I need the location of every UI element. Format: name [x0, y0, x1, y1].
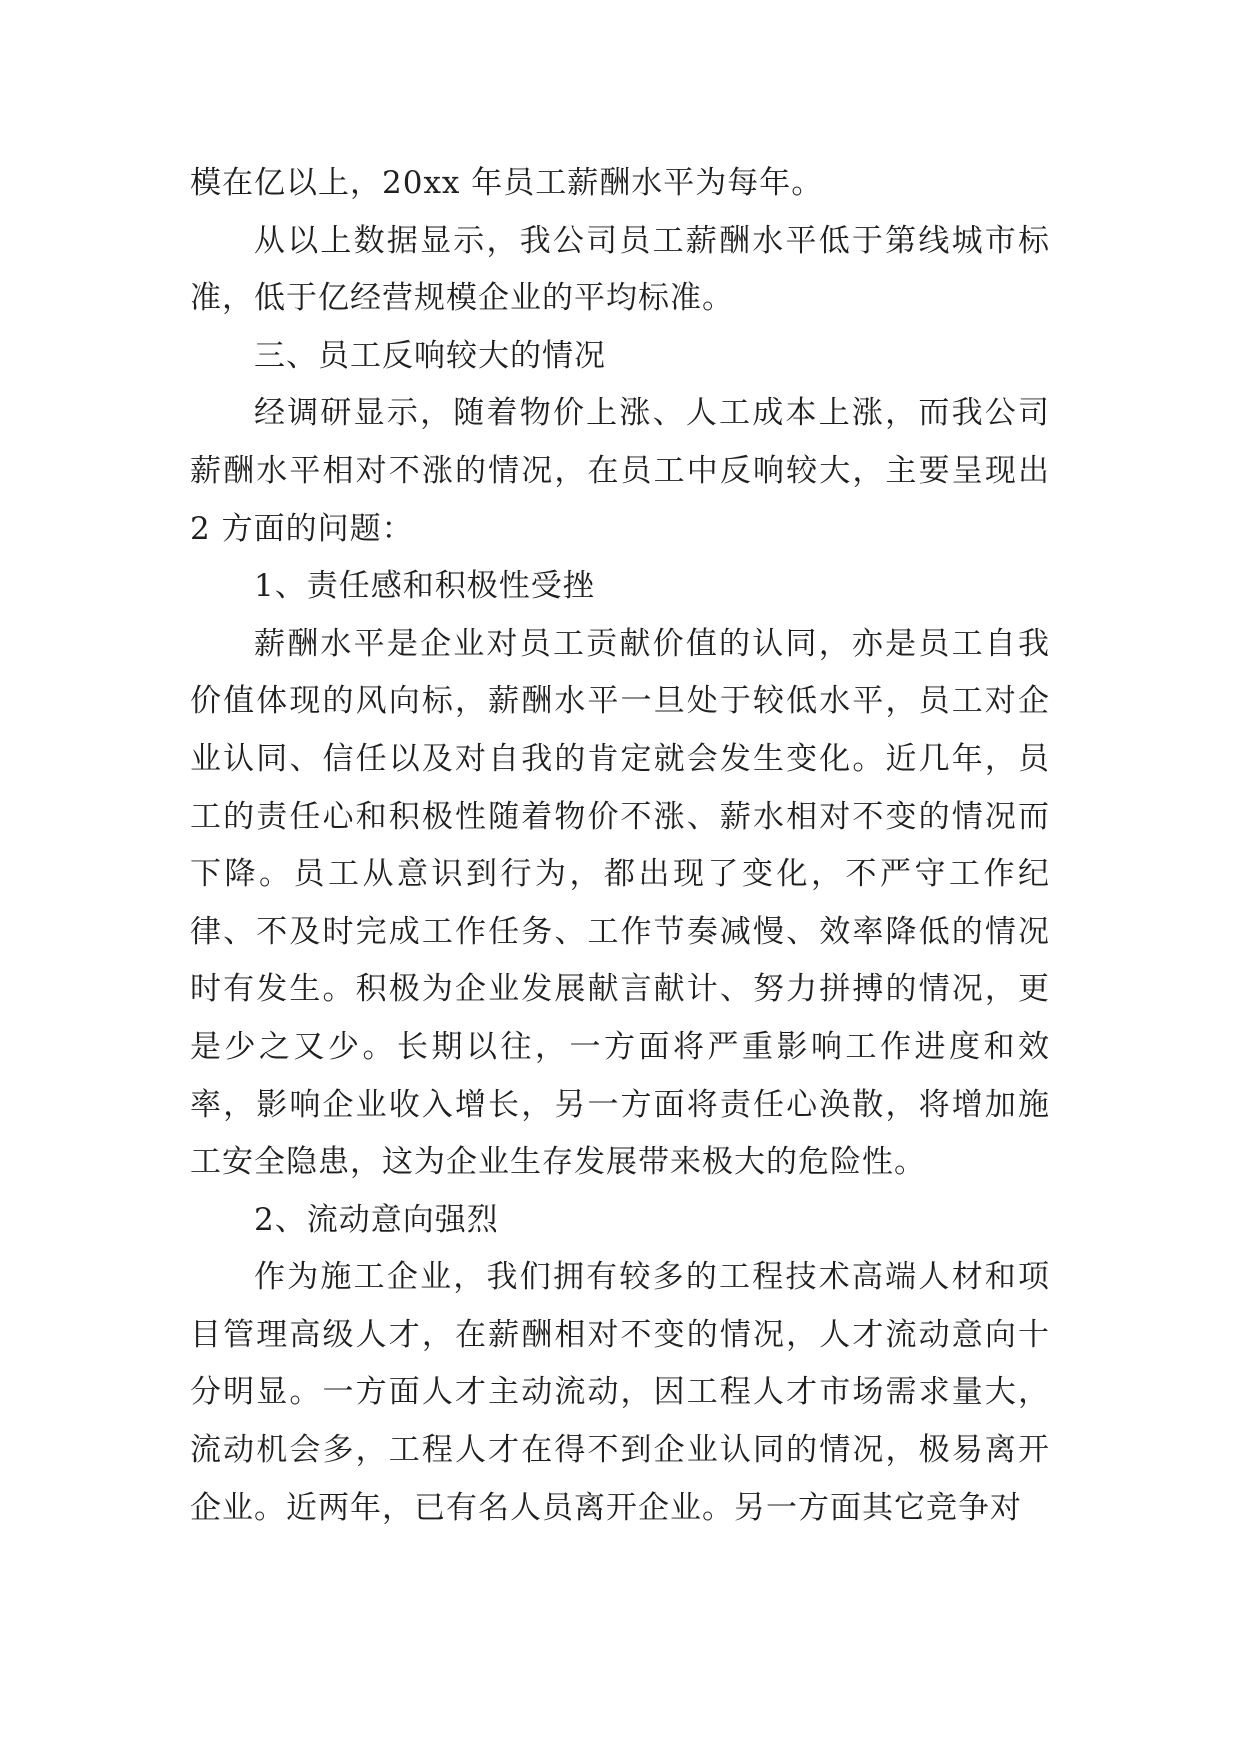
- subheading-mobility: 2、流动意向强烈: [254, 1201, 499, 1238]
- subheading-responsibility: 1、责任感和积极性受挫: [254, 568, 595, 605]
- paragraph-continuation: 模在亿以上，20xx 年员工薪酬水平为每年。: [190, 165, 824, 201]
- paragraph-survey-results: 经调研显示，随着物价上涨、人工成本上涨，而我公司薪酬水平相对不涨的情况，在员工中反响较大，主要呈现出 2 方面的问题：: [190, 395, 1050, 547]
- paragraph-responsibility: 薪酬水平是企业对员工贡献价值的认同，亦是员工自我价值体现的风向标，薪酬水平一旦处于较低水平，员工对企业认同、信任以及对自我的肯定就会发生变化。近几年，员工的责任心和积极性随着物价不涨、薪水相对不变的情况而下降。员工从意识到行为，都出现了变化，不严守工作纪律、不及时完成工作任务、工作节奏减慢、效率降低的情况时有发生。积极为企业发展献言献计、努力拼搏的情况，更是少之又少。长期以往，一方面将严重影响工作进度和效率，影响企业收入增长，另一方面将责任心涣散，将增加施工安全隐患，这为企业生存发展带来极大的危险性。: [190, 625, 1050, 1181]
- section-heading-employee-feedback: 三、员工反响较大的情况: [254, 337, 606, 374]
- paragraph-mobility: 作为施工企业，我们拥有较多的工程技术高端人材和项目管理高级人才，在薪酬相对不变的情况，人才流动意向十分明显。一方面人才主动流动，因工程人才市场需求量大，流动机会多，工程人才在得不到企业认同的情况，极易离开企业。近两年，已有名人员离开企业。另一方面其它竞争对: [190, 1259, 1050, 1526]
- paragraph-salary-comparison: 从以上数据显示，我公司员工薪酬水平低于第线城市标准，低于亿经营规模企业的平均标准。: [190, 222, 1050, 317]
- document-body: [190, 155, 1050, 1537]
